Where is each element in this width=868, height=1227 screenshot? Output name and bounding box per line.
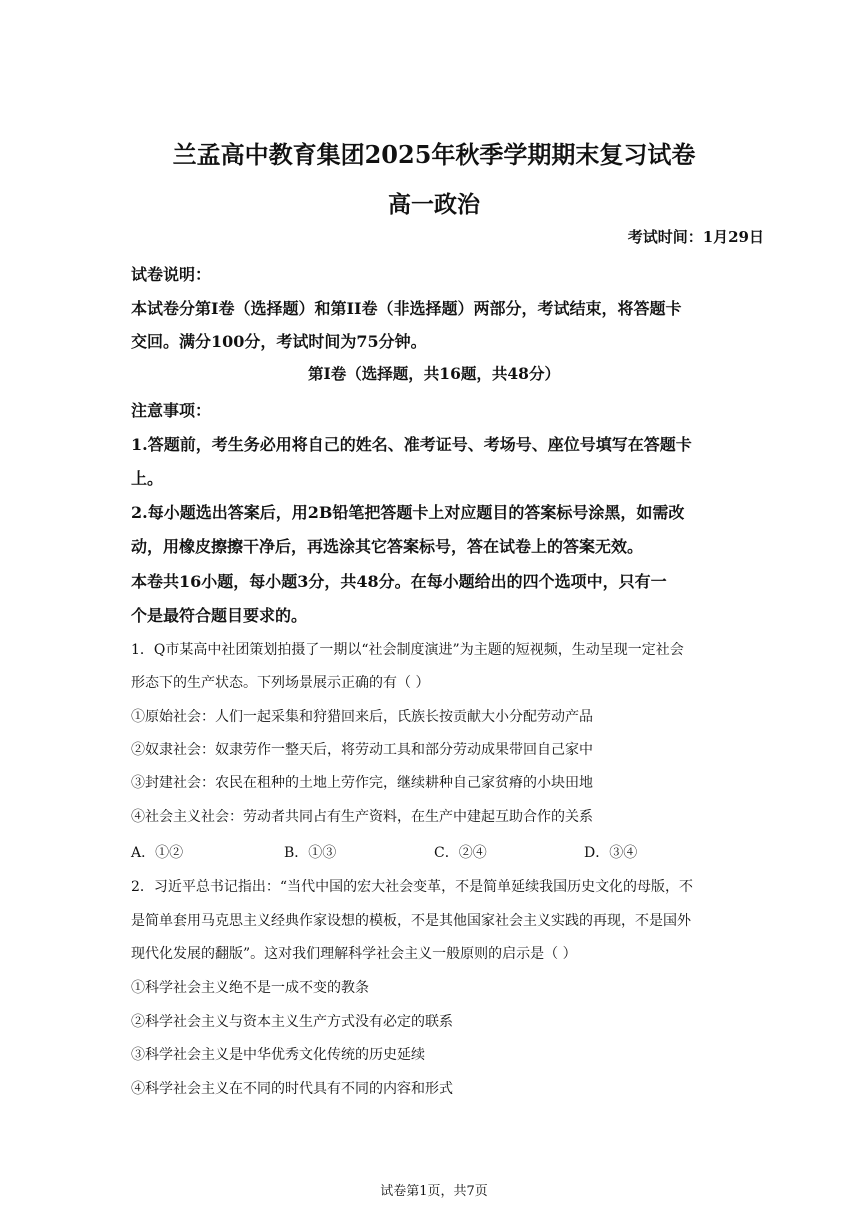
section-intro-line-b: 个是最符合题目要求的。	[131, 606, 308, 625]
note-2-line-b: 动，用橡皮擦擦干净后，再选涂其它答案标号，答在试卷上的答案无效。	[131, 537, 644, 556]
question-1-option-a: A．①②	[131, 845, 184, 861]
instructions-line-2: 交回。满分100分，考试时间为75分钟。	[131, 332, 427, 351]
exam-subject: 高一政治	[388, 191, 480, 218]
note-1-line-a: 1.答题前，考生务必用将自己的姓名、准考证号、考场号、座位号填写在答题卡	[131, 435, 692, 454]
question-2-statement-1: ①科学社会主义绝不是一成不变的教条	[131, 980, 369, 996]
question-1-option-d: D．③④	[584, 845, 638, 861]
question-2-stem-a: 2．习近平总书记指出：“当代中国的宏大社会变革，不是简单延续我国历史文化的母版，不	[131, 879, 694, 895]
question-1-statement-1: ①原始社会：人们一起采集和狩猎回来后，氏族长按贡献大小分配劳动产品	[131, 709, 593, 725]
question-1-statement-4: ④社会主义社会：劳动者共同占有生产资料，在生产中建起互助合作的关系	[131, 809, 593, 825]
question-2-stem-c: 现代化发展的翻版”。这对我们理解科学社会主义一般原则的启示是（ ）	[131, 946, 577, 962]
question-2-statement-3: ③科学社会主义是中华优秀文化传统的历史延续	[131, 1047, 425, 1063]
instructions-heading: 试卷说明：	[131, 265, 212, 284]
question-1-stem-a: 1．Q市某高中社团策划拍摄了一期以“社会制度演进”为主题的短视频，生动呈现一定社会	[131, 642, 684, 658]
question-1-option-c: C．②④	[434, 845, 487, 861]
question-1-statement-3: ③封建社会：农民在租种的土地上劳作完，继续耕种自己家贫瘠的小块田地	[131, 775, 593, 791]
question-2-statement-4: ④科学社会主义在不同的时代具有不同的内容和形式	[131, 1081, 453, 1097]
exam-time: 考试时间：1月29日	[627, 228, 764, 246]
section-1-heading: 第I卷（选择题，共16题，共48分）	[308, 364, 560, 383]
question-2-stem-b: 是简单套用马克思主义经典作家设想的模板，不是其他国家社会主义实践的再现，不是国外	[131, 913, 691, 929]
note-2-line-a: 2.每小题选出答案后，用2B铅笔把答题卡上对应题目的答案标号涂黑，如需改	[131, 503, 685, 522]
instructions-line-1: 本试卷分第I卷（选择题）和第II卷（非选择题）两部分，考试结束，将答题卡	[131, 299, 682, 318]
section-intro-line-a: 本卷共16小题，每小题3分，共48分。在每小题给出的四个选项中，只有一	[131, 572, 667, 591]
question-2-statement-2: ②科学社会主义与资本主义生产方式没有必定的联系	[131, 1014, 453, 1030]
question-1-stem-b: 形态下的生产状态。下列场景展示正确的有（ ）	[131, 675, 430, 691]
page-footer: 试卷第1页，共7页	[380, 1184, 488, 1199]
exam-title: 兰孟高中教育集团2025年秋季学期期末复习试卷	[172, 140, 696, 169]
question-1-statement-2: ②奴隶社会：奴隶劳作一整天后，将劳动工具和部分劳动成果带回自己家中	[131, 742, 593, 758]
note-1-line-b: 上。	[131, 469, 164, 488]
notes-heading: 注意事项：	[131, 401, 212, 420]
question-1-option-b: B．①③	[284, 845, 337, 861]
